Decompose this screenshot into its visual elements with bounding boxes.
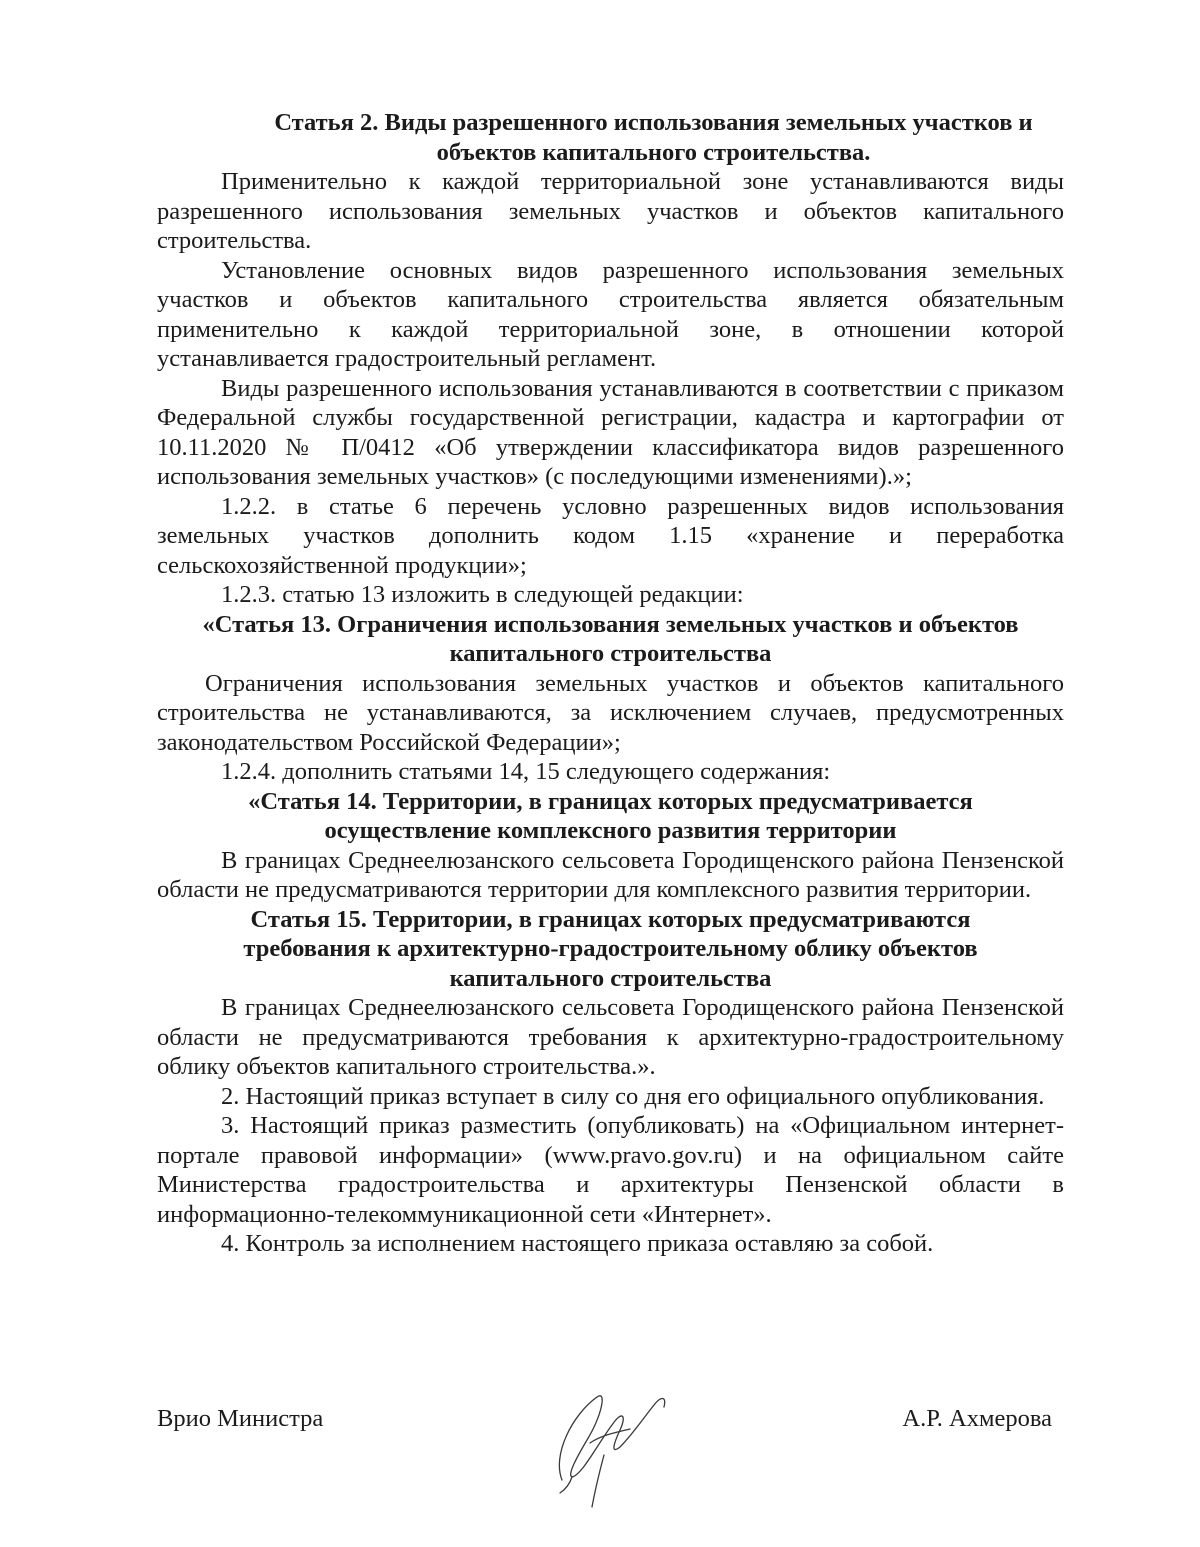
item-1-2-3: 1.2.3. статью 13 изложить в следующей редакции: <box>221 581 744 608</box>
point-4: 4. Контроль за исполнением настоящего приказа оставляю за собой. <box>221 1230 934 1257</box>
article-15-paragraph: В границах Среднеелюзанского сельсовета Городищенского района Пензенской области не предусматриваются требования к архитектурно-градостроительному облику объектов капитального строительства.». <box>157 994 1064 1080</box>
handwritten-signature <box>542 1385 682 1515</box>
article-2-heading-line2: объектов капитального строительства. <box>436 138 871 166</box>
article-15-heading-line3: капитального строительства <box>449 964 772 992</box>
article-15-heading-line2: требования к архитектурно-градостроительному облику объектов <box>243 935 978 962</box>
item-1-2-4: 1.2.4. дополнить статьями 14, 15 следующего содержания: <box>221 758 831 785</box>
article-15-heading-line1: Статья 15. Территории, в границах которых предусматриваются <box>250 905 971 933</box>
article-2-paragraph-3: Виды разрешенного использования устанавливаются в соответствии с приказом Федеральной службы государственной регистрации, кадастра и картографии от 10.11.2020 № П/0412 «Об утверждении классификатора видов разрешенного использования земельных участков» (с последующими изменениями).»; <box>157 374 1064 490</box>
article-13-paragraph: Ограничения использования земельных участков и объектов капитального строительства не устанавливаются, за исключением случаев, предусмотренных законодательством Российской Федерации»; <box>157 669 1064 756</box>
article-14-heading-line1: «Статья 14. Территории, в границах которых предусматривается <box>248 787 973 815</box>
article-2-paragraph-2: Установление основных видов разрешенного использования земельных участков и объектов капитального строительства является обязательным применительно к каждой территориальной зоне, в отношении которой устанавливается градостроительный регламент. <box>157 256 1064 372</box>
signature-block <box>157 1405 1052 1545</box>
point-2: 2. Настоящий приказ вступает в силу со дня его официального опубликования. <box>221 1082 1045 1110</box>
article-2-heading-line1: Статья 2. Виды разрешенного использования земельных участков и <box>274 109 1033 136</box>
document-body <box>157 108 1064 1259</box>
point-3: 3. Настоящий приказ разместить (опубликовать) на «Официальном интернет-портале правовой информации» (www.pravo.gov.ru) и на официальном сайте Министерства градостроительства и архитектуры Пензенской области в информационно-телекоммуникационной сети «Интернет». <box>157 1112 1064 1228</box>
article-13-heading-line2: капитального строительства <box>449 640 772 667</box>
signatory-name: А.Р. Ахмерова <box>902 1405 1052 1432</box>
article-14-heading-line2: осуществление комплексного развития территории <box>324 817 897 844</box>
item-1-2-2: 1.2.2. в статье 6 перечень условно разрешенных видов использования земельных участков дополнить кодом 1.15 «хранение и переработка сельскохозяйственной продукции»; <box>157 492 1064 579</box>
article-13-heading-line1: «Статья 13. Ограничения использования земельных участков и объектов <box>202 610 1019 638</box>
article-14-paragraph: В границах Среднеелюзанского сельсовета Городищенского района Пензенской области не предусматриваются территории для комплексного развития территории. <box>157 846 1064 903</box>
signatory-position: Врио Министра <box>157 1405 324 1432</box>
article-2-paragraph-1: Применительно к каждой территориальной зоне устанавливаются виды разрешенного использования земельных участков и объектов капитального строительства. <box>157 168 1064 254</box>
